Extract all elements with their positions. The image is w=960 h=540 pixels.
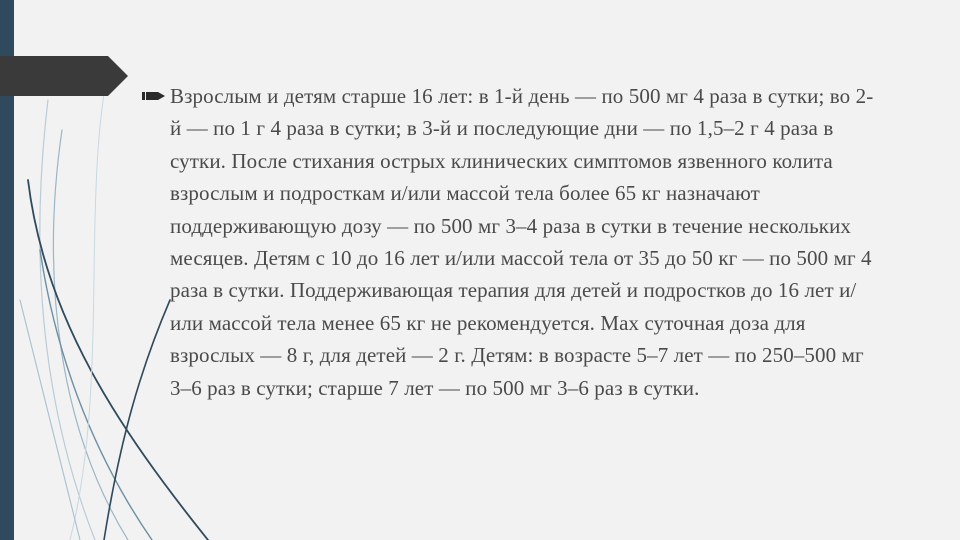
title-banner <box>0 56 128 96</box>
pencil-icon <box>142 80 170 108</box>
content-area <box>142 80 882 404</box>
paragraph-text: Взрослым и детям старше 16 лет: в 1-й день — по 500 мг 4 раза в сутки; во 2-й — по 1 г 4 раза в сутки; в 3-й и последующие дни — по 1,5–2 г 4 раза в сутки. После стихания острых клинических симптомов язвенного колита взрослым и подросткам и/или массой тела более 65 кг назначают поддерживающую дозу — по 500 мг 3–4 раза в сутки в течение нескольких месяцев. Детям с 10 до 16 лет и/или массой тела от 35 до 50 кг — по 500 мг 4 раза в сутки. Поддерживающая терапия для детей и подростков до 16 лет и/или массой тела менее 65 кг не рекомендуется. Мах суточная доза для взрослых — 8 г, для детей — 2 г. Детям: в возрасте 5–7 лет — по 250–500 мг 3–6 раз в сутки; старше 7 лет — по 500 мг 3–6 раз в сутки. <box>170 84 874 400</box>
bullet-item <box>142 80 882 404</box>
